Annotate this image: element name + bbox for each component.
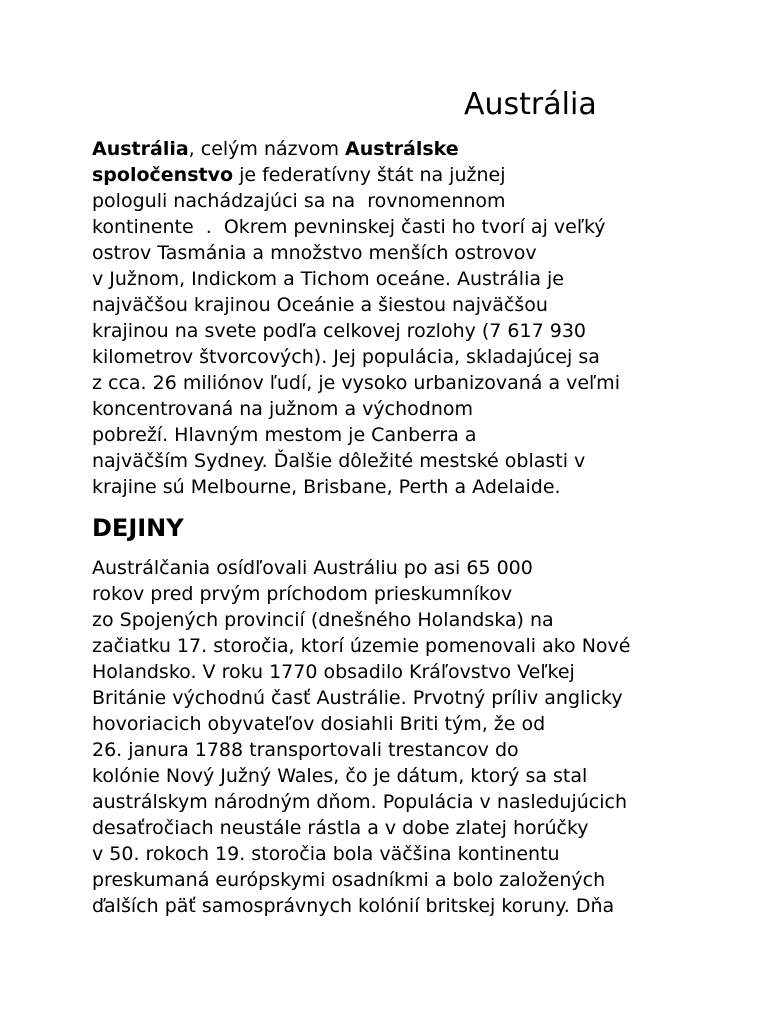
paragraph-line: ostrov Tasmánia a množstvo menších ostrovov xyxy=(92,242,537,264)
intro-paragraph xyxy=(92,136,620,500)
paragraph-line: krajinou na svete podľa celkovej rozlohy (7 617 930 xyxy=(92,320,586,342)
paragraph-line: začiatku 17. storočia, ktorí územie pomenovali ako Nové xyxy=(92,635,631,657)
paragraph-line: v 50. rokoch 19. storočia bola väčšina kontinentu xyxy=(92,843,560,865)
paragraph-line: kontinente . Okrem pevninskej časti ho tvorí aj veľký xyxy=(92,216,606,238)
history-paragraph xyxy=(92,555,631,919)
inline-text: , celým názvom xyxy=(188,138,346,160)
paragraph-line: pologuli nachádzajúci sa na rovnomennom xyxy=(92,190,506,212)
bold-term: spoločenstvo xyxy=(92,164,234,186)
paragraph-line: zo Spojených provincií (dnešného Holandska) na xyxy=(92,609,554,631)
paragraph-line: hovoriacich obyvateľov dosiahli Briti tým, že od xyxy=(92,713,546,735)
paragraph-line: Holandsko. V roku 1770 obsadilo Kráľovstvo Veľkej xyxy=(92,661,575,683)
paragraph-line: ďalších päť samosprávnych kolónií britskej koruny. Dňa xyxy=(92,895,615,917)
paragraph-line: koncentrovaná na južnom a východnom xyxy=(92,398,474,420)
paragraph-line: Austrálčania osídľovali Austráliu po asi 65 000 xyxy=(92,557,533,579)
section-heading-history: DEJINY xyxy=(92,514,184,542)
paragraph-line: desaťročiach neustále rástla a v dobe zlatej horúčky xyxy=(92,817,589,839)
bold-term: Austrália xyxy=(92,138,189,160)
paragraph-line: krajine sú Melbourne, Brisbane, Perth a Adelaide. xyxy=(92,476,561,498)
paragraph-line: najväčšou krajinou Oceánie a šiestou najväčšou xyxy=(92,294,548,316)
paragraph-line: v Južnom, Indickom a Tichom oceáne. Austrália je xyxy=(92,268,564,290)
paragraph-line: kolónie Nový Južný Wales, čo je dátum, ktorý sa stal xyxy=(92,765,588,787)
paragraph-line: kilometrov štvorcových). Jej populácia, skladajúcej sa xyxy=(92,346,600,368)
paragraph-line: preskumaná európskymi osadníkmi a bolo založených xyxy=(92,869,606,891)
paragraph-line: z cca. 26 miliónov ľudí, je vysoko urbanizovaná a veľmi xyxy=(92,372,620,394)
paragraph-line: rokov pred prvým príchodom prieskumníkov xyxy=(92,583,513,605)
paragraph-line: 26. janura 1788 transportovali trestancov do xyxy=(92,739,519,761)
paragraph-line: austrálskym národným dňom. Populácia v nasledujúcich xyxy=(92,791,628,813)
paragraph-line: pobreží. Hlavným mestom je Canberra a xyxy=(92,424,477,446)
paragraph-line xyxy=(92,162,620,188)
paragraph-line: najväčším Sydney. Ďalšie dôležité mestské oblasti v xyxy=(92,450,586,472)
document-title: Austrália xyxy=(464,87,597,122)
paragraph-line: Británie východnú časť Austrálie. Prvotný príliv anglicky xyxy=(92,687,623,709)
paragraph-line xyxy=(92,136,620,162)
inline-text: je federatívny štát na južnej xyxy=(233,164,506,186)
bold-term: Austrálske xyxy=(345,138,459,160)
